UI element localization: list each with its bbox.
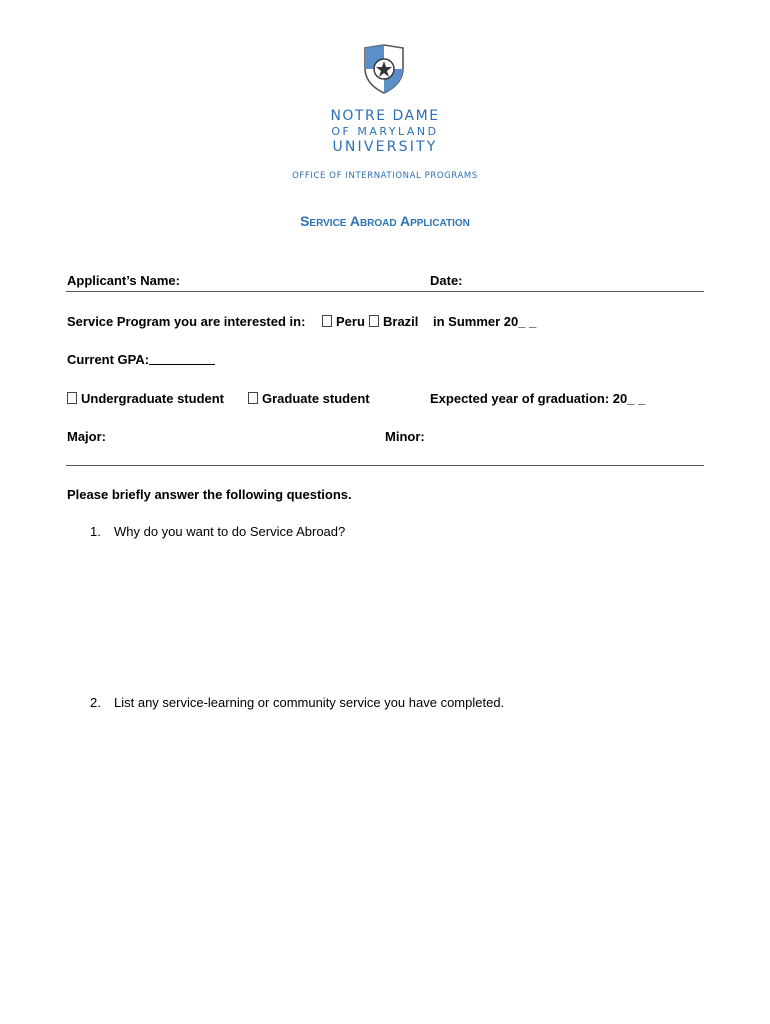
checkbox-icon	[322, 315, 332, 327]
checkbox-icon	[369, 315, 379, 327]
header-rule	[66, 291, 704, 292]
summer-year-field[interactable]: in Summer 20_ _	[433, 314, 537, 329]
university-name-line3: UNIVERSITY	[332, 139, 438, 155]
question-number: 1.	[90, 524, 101, 539]
university-name-line1: NOTRE DAME	[330, 108, 440, 124]
peru-checkbox[interactable]	[322, 314, 365, 329]
brazil-option-label: Brazil	[383, 314, 419, 329]
minor-field[interactable]: Minor:	[385, 429, 425, 444]
checkbox-icon	[248, 392, 258, 404]
brazil-checkbox[interactable]	[369, 314, 418, 329]
question-2-text: List any service-learning or community service you have completed.	[114, 695, 505, 710]
program-label: Service Program you are interested in:	[67, 314, 306, 329]
applicant-name-field[interactable]: Applicant’s Name:	[67, 273, 180, 288]
gpa-field[interactable]	[67, 352, 215, 367]
graduate-label: Graduate student	[262, 391, 370, 406]
question-1-text: Why do you want to do Service Abroad?	[114, 524, 346, 539]
university-shield-logo	[362, 44, 406, 94]
form-title: Service Abroad Application	[300, 213, 470, 229]
gpa-label: Current GPA:	[67, 352, 150, 367]
peru-option-label: Peru	[336, 314, 365, 329]
question-number: 2.	[90, 695, 101, 710]
graduation-year-field[interactable]: Expected year of graduation: 20_ _	[430, 391, 646, 406]
undergraduate-checkbox[interactable]	[67, 391, 224, 406]
major-field[interactable]: Major:	[67, 429, 106, 444]
gpa-input-line[interactable]	[149, 352, 215, 365]
section-rule	[66, 465, 704, 466]
undergraduate-label: Undergraduate student	[81, 391, 225, 406]
date-field[interactable]: Date:	[430, 273, 463, 288]
checkbox-icon	[67, 392, 77, 404]
university-name-line2: OF MARYLAND	[331, 125, 439, 138]
graduate-checkbox[interactable]	[248, 391, 370, 406]
questions-intro: Please briefly answer the following questions.	[67, 487, 352, 502]
office-name: OFFICE OF INTERNATIONAL PROGRAMS	[292, 171, 478, 181]
